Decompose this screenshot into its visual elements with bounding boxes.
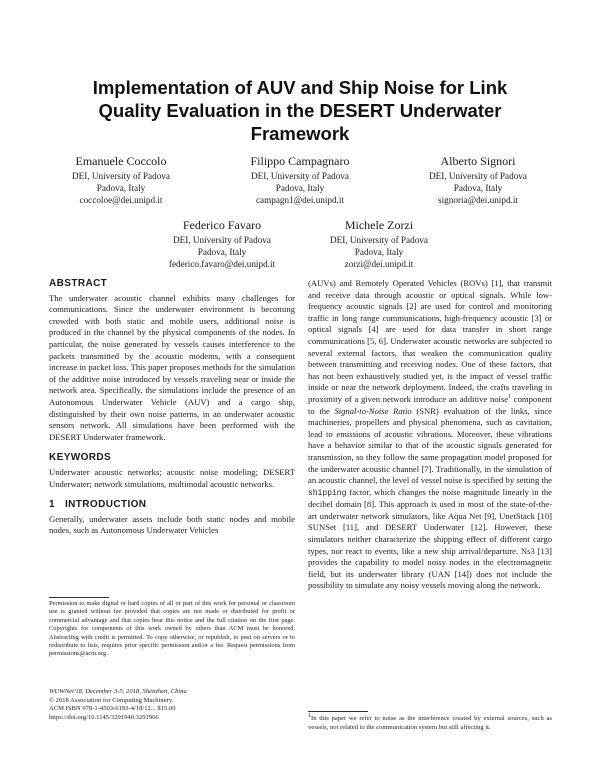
intro-text-part-d: factor, which changes the noise magnitude linearly in the decibel domain [8]. This approach is used in most of the state-of-the-art underwater network simulators, like Aqua Net [9], UnetStack [10] SUNSet [11], and DESERT Underwater [12]. However, these simulators neither characterize the shipping effect of different cargo types, nor react to events, like a new ship arrival/departure. Ns3 [13] provides the capability to model noisy nodes in the electromagnetic field, but its underwater library (UAN [14]) does not include the possibility to simulate any noisy vessels moving along the network. — [308, 486, 552, 591]
footnote — [308, 712, 552, 732]
author-email: zorzi@dei.unipd.it — [344, 259, 414, 270]
intro-text-part-c: (SNR) evaluation of the links, since machineries, propellers and physical phenomena, such as cavitation, lead to emissions of acoustic vibrations. Moreover, these vibrations have a behavior similar to that of the acoustic signals generated for transmission, so they follow the same propagation model proposed for the underwater acoustic channel [7]. Traditionally, in the simulation of an acoustic channel, the level of vessel noise is specified by setting the — [308, 405, 552, 486]
keywords-heading: KEYWORDS — [49, 452, 112, 464]
permission-notice: Permission to make digital or hard copies of all or part of this work for personal or classroom use is granted without fee provided that copies are not made or distributed for profit or commercial advantage and that copies bear this notice and the full citation on the first page. Copyrights for components of this work owned by others than ACM must be honored. Abstracting with credit is permitted. To copy otherwise, or republish, to post on servers or to redistribute to lists, requires prior specific permission and/or a fee. Request permissions from permissions@acm.org. — [49, 600, 295, 658]
author-location: Padova, Italy — [453, 183, 503, 194]
author-email: campagn1@dei.unipd.it — [255, 195, 345, 206]
author-affiliation: DEI, University of Padova — [251, 171, 349, 181]
section-title: INTRODUCTION — [64, 499, 147, 511]
doi-line: https://doi.org/10.1145/3291940.3291966 — [49, 713, 159, 721]
right-column — [308, 278, 552, 592]
paper-title: Implementation of AUV and Ship Noise for Link Quality Evaluation in the DESERT Underwater Framework — [92, 77, 508, 144]
author-location: Padova, Italy — [197, 247, 247, 258]
intro-text-left: Generally, underwater assets include both static nodes and mobile nodes, such as Autonomous Underwater Vehicles — [49, 513, 295, 536]
author-location: Padova, Italy — [275, 183, 325, 194]
left-column — [49, 278, 295, 537]
intro-text-part-b: component to the — [308, 393, 552, 416]
conference-line: WUWNet'18, December 3-5, 2018, Shenzhen, China — [49, 688, 187, 695]
permission-divider — [49, 597, 109, 598]
intro-text-right — [308, 278, 552, 592]
abstract-text: The underwater acoustic channel exhibits many challenges for communications. Since the underwater environment is becoming crowded with both static and mobile users, additional noise is produced in the channel by the physical components of the nodes. In particular, the noise generated by vessels causes interference to the packets transmitted by the acoustic modems, with a consequent increase in packet loss. This paper proposes methods for the simulation of the additive noise introduced by vessels traveling near or inside the network area. Specifically, the simulations include the presence of an Autonomous Underwater Vehicle (AUV) and a cargo ship, distinguished by their own noise patterns, in an underwater acoustic sensors network. All simulations have been performed with the DESERT Underwater framework. — [49, 292, 295, 442]
author-name: Alberto Signori — [440, 154, 516, 168]
author-email: signoria@dei.unipd.it — [438, 195, 518, 206]
author-affiliation: DEI, University of Padova — [429, 171, 527, 181]
footnote-marker: 1 — [508, 394, 512, 401]
isbn-line: ACM ISBN 978-1-4503-6193-4/18/12... $15.00 — [49, 705, 176, 713]
author-name: Filippo Campagnaro — [250, 154, 350, 168]
author-4 — [137, 218, 307, 271]
author-name: Emanuele Coccolo — [75, 154, 167, 168]
keywords-text: Underwater acoustic networks; acoustic noise modeling; DESERT Underwater; network simulations, multimodal acoustic networks. — [49, 466, 295, 489]
author-location: Padova, Italy — [96, 183, 146, 194]
author-1 — [36, 154, 206, 207]
copyright-line: © 2018 Association for Computing Machinery. — [49, 696, 174, 704]
footnote-text: In this paper we refer to noise as the interference created by external sources, such as vessels, not related to the communication system but still affecting it. — [308, 715, 552, 731]
author-affiliation: DEI, University of Padova — [72, 171, 170, 181]
footnote-divider — [308, 711, 368, 712]
author-affiliation: DEI, University of Padova — [330, 235, 428, 245]
intro-heading — [49, 499, 295, 511]
footnote-number: 1 — [308, 712, 311, 719]
intro-text-part-a: (AUVs) and Remotely Operated Vehicles (ROVs) [1], that transmit and receive data through acoustic or optical signals. While low-frequency acoustic signals [2] are used for control and monitoring traffic in long range communications, high-frequency acoustic [3] or optical signals [4] are used for data transfer in short range communications [5, 6]. Underwater acoustic networks are subjected to several external factors, that weaken the communication quality between transmitting and receiving nodes. One of these factors, that has not been exhaustively studied yet, is the impact of vessel traffic inside or near the network deployment. Indeed, the crafts traveling in proximity of a given network introduce an additive noise — [308, 278, 552, 404]
author-2 — [215, 154, 385, 207]
section-number: 1 — [49, 499, 55, 511]
author-email: federico.favaro@dei.unipd.it — [168, 259, 276, 270]
author-affiliation: DEI, University of Padova — [173, 235, 271, 245]
author-name: Michele Zorzi — [344, 218, 414, 232]
author-location: Padova, Italy — [354, 247, 404, 258]
author-email: coccoloe@dei.unipd.it — [79, 195, 163, 206]
author-5 — [294, 218, 464, 271]
snr-term: Signal-to-Noise Ratio — [334, 405, 412, 416]
abstract-heading: ABSTRACT — [49, 278, 108, 289]
publication-info — [49, 688, 295, 722]
author-name: Federico Favaro — [182, 218, 262, 232]
author-3 — [393, 154, 563, 207]
shipping-code: shipping — [308, 488, 347, 498]
